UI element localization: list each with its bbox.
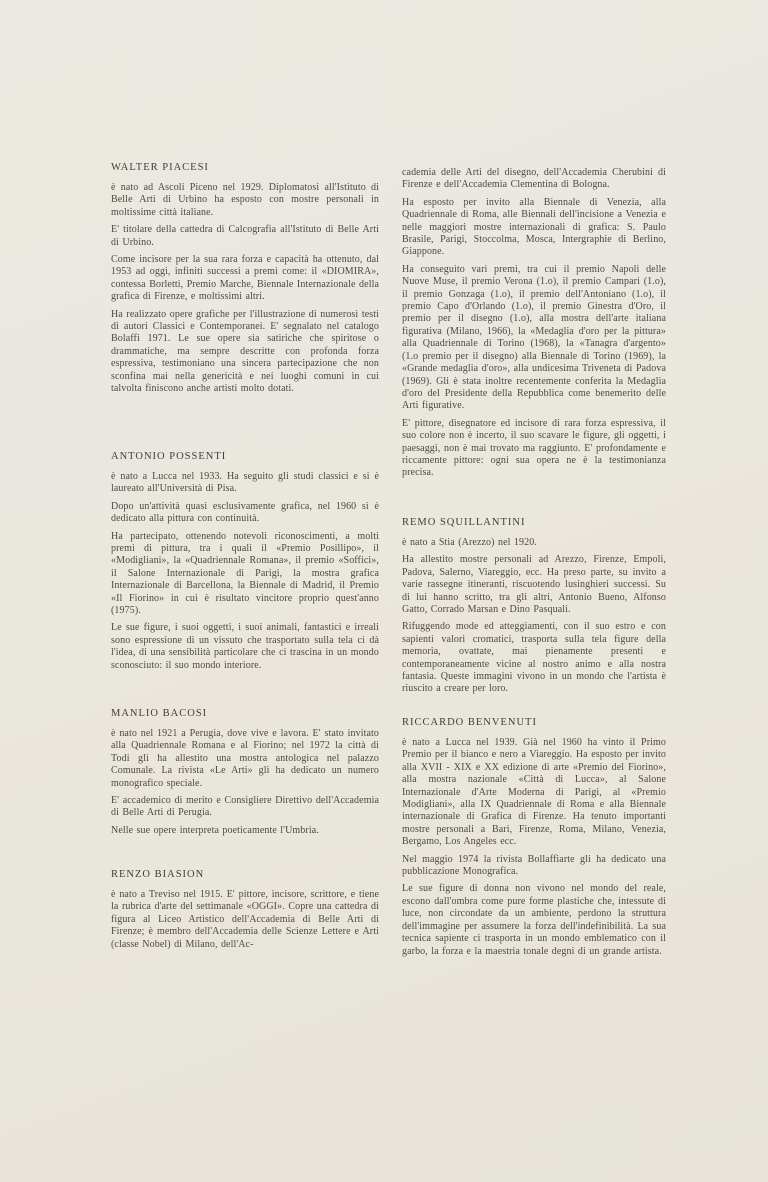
section-remo-squillantini — [402, 517, 666, 696]
bio-paragraph: Nelle sue opere interpreta poeticamente l'Umbria. — [111, 824, 319, 836]
bio-paragraph: Ha allestito mostre personali ad Arezzo, Firenze, Empoli, Padova, Salerno, Viareggio, ecc. Ha preso parte, su invito a varie rassegne itineranti, riscuotendo lusinghieri successi. Su di lui hanno scritto, tra gli altri, Antonio Bueno, Alfonso Gatto, Corrado Marsan e Dino Pasquali. — [402, 554, 666, 616]
section-walter-piacesi — [111, 162, 379, 396]
bio-paragraph: è nato ad Ascoli Piceno nel 1929. Diplomatosi all'Istituto di Belle Arti di Urbino ha esposto con mostre personali in moltissime città italiane. — [111, 182, 379, 218]
bio-paragraph: Come incisore per la sua rara forza e capacità ha ottenuto, dal 1953 ad oggi, infiniti successi a premi come: il «DIOMIRA», contessa Borletti, Premio Marche, Biennale Internazionale della grafica di Firenze, e moltissimi altri. — [111, 254, 379, 303]
bio-paragraph: è nato a Treviso nel 1915. E' pittore, incisore, scrittore, e tiene la rubrica d'arte del settimanale «OGGI». Copre una cattedra di figura al Liceo Artistico dell'Accademia di Belle Arti di Firenze; è membro dell'Accademia delle Scienze Lettere e Arti (classe Nobel) di Milano, dell'Ac- — [111, 889, 379, 950]
bio-paragraph: è nato a Stia (Arezzo) nel 1920. — [402, 537, 537, 548]
bio-paragraph: è nato a Lucca nel 1939. Già nel 1960 ha vinto il Primo Premio per il bianco e nero a Viareggio. Ha esposto per invito alla XVII - XIX e XX edizione di arte «Premio del Fiorino», alla mostra nazionale «Città di Lucca», al Salone Internazionale d'Arte Moderna di Parigi, al «Premio Modigliani», alla IX Quadriennale di Roma e alla Biennale internazionale di Grafica di Firenze. Ha tenuto importanti mostre personali a Bari, Firenze, Roma, Milano, Venezia, Bergamo, Los Angeles ecc. — [402, 737, 666, 848]
bio-paragraph: Ha esposto per invito alla Biennale di Venezia, alla Quadriennale di Roma, alle Biennali dell'incisione a Venezia e nelle maggiori mostre internazionali di grafica: S. Paulo Brasile, Parigi, Stoccolma, Mosca, Intergraphie di Berlino, Giappone. — [402, 196, 666, 258]
bio-paragraph: è nato nel 1921 a Perugia, dove vive e lavora. E' stato invitato alla Quadriennale Romana e al Fiorino; nel 1972 la città di Todi gli ha allestito una mostra antologica nel palazzo Comunale. La rivista «Le Arti» gli ha dedicato un numero monografico speciale. — [111, 728, 379, 789]
artist-name-heading: ANTONIO POSSENTI — [111, 451, 227, 462]
bio-paragraph: E' accademico di merito e Consigliere Direttivo dell'Accademia di Belle Arti di Perugia. — [111, 795, 379, 819]
bio-paragraph: E' titolare della cattedra di Calcografia all'Istituto di Belle Arti di Urbino. — [111, 224, 379, 248]
artist-name-heading: RICCARDO BENVENUTI — [402, 717, 537, 728]
section-renzo-biasion — [111, 869, 379, 951]
section-antonio-possenti — [111, 451, 379, 672]
artist-name-heading: WALTER PIACESI — [111, 162, 209, 173]
bio-paragraph: Dopo un'attività quasi esclusivamente grafica, nel 1960 si è dedicato alla pittura con continuità. — [111, 500, 379, 525]
bio-paragraph: Ha partecipato, ottenendo notevoli riconoscimenti, a molti premi di pittura, tra i quali il «Premio Posillipo», il «Modigliani», la «Quadriennale Romana», il premio «Soffici», il Salone Internazionale di Parigi, la mostra grafica Internazionale di Barcellona, la Biennale di Madrid, il Premio «Il Fiorino» in cui è risultato vincitore proprio quest'anno (1975). — [111, 530, 379, 617]
bio-paragraph: Nel maggio 1974 la rivista Bollaffiarte gli ha dedicato una pubblicazione Monografica. — [402, 853, 666, 878]
bio-paragraph: è nato a Lucca nel 1933. Ha seguito gli studi classici e si è laureato all'Università di Pisa. — [111, 471, 379, 495]
bio-paragraph: Rifuggendo mode ed atteggiamenti, con il suo estro e con sapienti valori cromatici, trasporta sulla tela figure della memoria, ovattate, mai pienamente presenti e contemporaneamente vicine al nostro animo e alla nostra fantasia. Queste immagini vivono in un mondo che l'artista è riuscito a creare per loro. — [402, 621, 666, 695]
bio-paragraph: Le sue figure di donna non vivono nel mondo del reale, escono dall'ombra come pure forme plastiche che, intessute di luce, non circondate da un ambiente, perdono la struttura dell'immagine per assumere la forza dell'indefinibilità. La sua tecnica sapiente ci trasporta in un mondo emblematico con il garbo, la forza e la maestria tonale degni di un grande artista. — [402, 883, 666, 957]
section-riccardo-benvenuti — [402, 717, 666, 958]
bio-paragraph: cademia delle Arti del disegno, dell'Accademia Cherubini di Firenze e dell'Accademia Clementina di Bologna. — [402, 167, 666, 191]
artist-name-heading: MANLIO BACOSI — [111, 708, 208, 719]
bio-paragraph: Ha realizzato opere grafiche per l'illustrazione di numerosi testi di autori Classici e Contemporanei. E' segnalato nel catalogo Bolaffi 1971. Le sue opere sia satiriche che spiritose o drammatiche, ma sempre descritte con profonda forza espressiva, testimoniano una sincera partecipazione che non sconfina mai nella genericità e nei luoghi comuni in cui talvolta finiscono anche artisti molto dotati. — [111, 308, 379, 395]
artist-name-heading: RENZO BIASION — [111, 869, 205, 880]
section-biasion-continuation — [402, 167, 666, 480]
bio-paragraph: Le sue figure, i suoi oggetti, i suoi animali, fantastici e irreali sono espressione di un vissuto che trasportato sulla tela ci dà l'idea, di una sensibilità particolare che ci trascina in un mondo sconosciuto: il suo mondo interiore. — [111, 622, 379, 671]
section-manlio-bacosi — [111, 708, 379, 837]
bio-paragraph: Ha conseguito vari premi, tra cui il premio Napoli delle Nuove Muse, il premio Verona (1.o), il premio Campari (1.o), il premio Gonzaga (1.o), il premio dell'Antoniano (1.o), il premio Capo d'Orlando (1.o), il premio Ginestra d'Oro, il premio per il disegno (1.o), alla mostra dell'arte italiana figurativa (Milano, 1966), la «Medaglia d'oro per la pittura» alla Quadriennale di Torino (1968), la «Tanagra d'argento» (1.o premio per il disegno) alla Biennale di Torino (1969), la «Grande medaglia d'oro», alla undicesima Triveneta di Padova (1969). Gli è stata inoltre recentemente conferita la Medaglia d'oro del Presidente della Repubblica come benemerito delle Arti figurative. — [402, 263, 666, 412]
bio-paragraph: E' pittore, disegnatore ed incisore di rara forza espressiva, il suo colore non è incerto, il suo scavare le figure, gli oggetti, i paesaggi, non è mai trovato ma raggiunto. E' profondamente e riccamente pittore: ogni sua opera ne è la testimonianza precisa. — [402, 417, 666, 479]
artist-name-heading: REMO SQUILLANTINI — [402, 517, 526, 528]
